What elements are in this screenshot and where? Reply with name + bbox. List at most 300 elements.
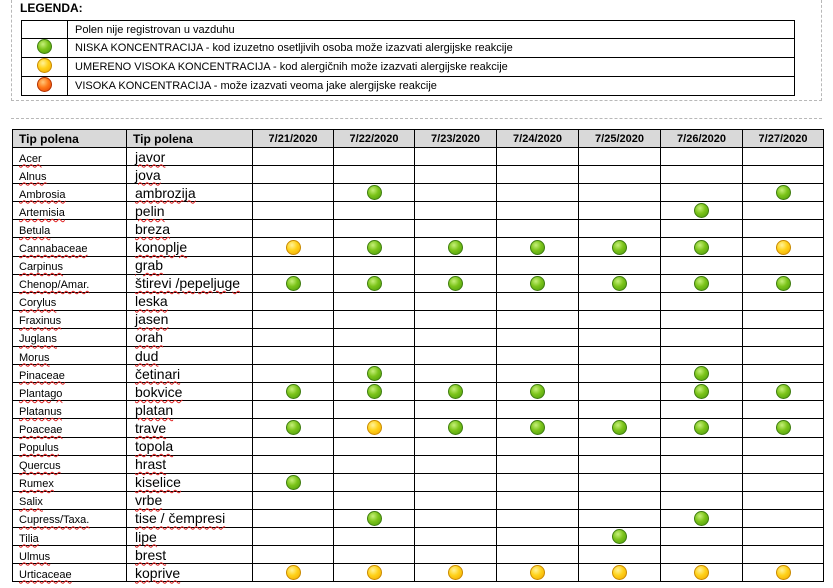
- local-name: hrast: [135, 456, 167, 473]
- concentration-cell: [415, 455, 497, 473]
- local-name: jasen: [135, 311, 169, 328]
- concentration-cell: [253, 328, 334, 346]
- green-dot-icon: [694, 511, 709, 526]
- date-header: 7/23/2020: [415, 130, 497, 148]
- latin-name: Platanus: [19, 405, 62, 418]
- local-name: četinari: [135, 365, 181, 382]
- concentration-cell: [334, 148, 415, 166]
- concentration-cell: [497, 184, 579, 202]
- concentration-cell: [497, 292, 579, 310]
- green-dot-icon: [694, 276, 709, 291]
- green-dot-icon: [286, 384, 301, 399]
- yellow-dot-icon: [612, 565, 627, 580]
- table-row: [13, 401, 824, 419]
- latin-name: Pinaceae: [19, 369, 65, 382]
- green-dot-icon: [694, 366, 709, 381]
- latin-name: Artemisia: [19, 206, 65, 219]
- concentration-cell: [253, 546, 334, 564]
- green-dot-icon: [612, 529, 627, 544]
- concentration-cell: [415, 292, 497, 310]
- concentration-cell: [661, 238, 743, 256]
- date-header: 7/25/2020: [579, 130, 661, 148]
- concentration-cell: [743, 166, 824, 184]
- concentration-cell: [661, 509, 743, 527]
- concentration-cell: [253, 473, 334, 491]
- yellow-dot-icon: [694, 565, 709, 580]
- concentration-cell: [334, 383, 415, 401]
- local-name: vrbe: [135, 492, 163, 509]
- local-name: javor: [135, 148, 166, 165]
- date-header: 7/24/2020: [497, 130, 579, 148]
- local-name: dud: [135, 347, 159, 364]
- concentration-cell: [661, 473, 743, 491]
- yellow-dot-icon: [37, 58, 52, 73]
- concentration-cell: [579, 491, 661, 509]
- concentration-cell: [743, 310, 824, 328]
- yellow-dot-icon: [776, 240, 791, 255]
- latin-name: Acer: [19, 152, 42, 165]
- green-dot-icon: [530, 240, 545, 255]
- concentration-cell: [253, 383, 334, 401]
- concentration-cell: [497, 256, 579, 274]
- table-row: [13, 238, 824, 256]
- concentration-cell: [415, 365, 497, 383]
- green-dot-icon: [530, 384, 545, 399]
- concentration-cell: [579, 166, 661, 184]
- latin-name: Populus: [19, 442, 59, 455]
- concentration-cell: [334, 347, 415, 365]
- table-row: [13, 455, 824, 473]
- latin-name: Carpinus: [19, 261, 64, 274]
- green-dot-icon: [448, 240, 463, 255]
- concentration-cell: [579, 328, 661, 346]
- local-name: breza: [135, 220, 171, 237]
- legend-row-mid: [22, 58, 795, 77]
- concentration-cell: [579, 292, 661, 310]
- local-name: štirevi /pepeljuge: [135, 275, 241, 292]
- legend-table: [21, 20, 795, 96]
- table-row: [13, 473, 824, 491]
- table-row: [13, 437, 824, 455]
- local-name: bokvice: [135, 383, 183, 400]
- concentration-cell: [253, 220, 334, 238]
- concentration-cell: [497, 401, 579, 419]
- local-name: kiselice: [135, 474, 181, 491]
- concentration-cell: [743, 437, 824, 455]
- concentration-cell: [415, 256, 497, 274]
- legend-text: UMERENO VISOKA KONCENTRACIJA - kod alergičnih može izazvati alergijske reakcije: [68, 58, 795, 77]
- concentration-cell: [253, 437, 334, 455]
- concentration-cell: [661, 347, 743, 365]
- legend-row-low: [22, 39, 795, 58]
- table-row: [13, 166, 824, 184]
- concentration-cell: [497, 166, 579, 184]
- date-header: 7/21/2020: [253, 130, 334, 148]
- concentration-cell: [661, 328, 743, 346]
- latin-name: Quercus: [19, 460, 61, 473]
- concentration-cell: [415, 202, 497, 220]
- concentration-cell: [497, 437, 579, 455]
- concentration-cell: [661, 148, 743, 166]
- local-name: leska: [135, 293, 168, 310]
- concentration-cell: [334, 184, 415, 202]
- concentration-cell: [253, 184, 334, 202]
- latin-name: Alnus: [19, 170, 47, 183]
- concentration-cell: [579, 564, 661, 582]
- concentration-cell: [253, 310, 334, 328]
- local-name: jova: [135, 166, 161, 183]
- table-row: [13, 184, 824, 202]
- date-header: 7/26/2020: [661, 130, 743, 148]
- concentration-cell: [415, 383, 497, 401]
- local-name: platan: [135, 401, 174, 418]
- date-header: 7/27/2020: [743, 130, 824, 148]
- concentration-cell: [253, 401, 334, 419]
- table-row: [13, 564, 824, 582]
- concentration-cell: [579, 383, 661, 401]
- concentration-cell: [579, 455, 661, 473]
- green-dot-icon: [286, 420, 301, 435]
- concentration-cell: [743, 347, 824, 365]
- concentration-cell: [334, 509, 415, 527]
- concentration-cell: [743, 455, 824, 473]
- concentration-cell: [415, 491, 497, 509]
- concentration-cell: [415, 310, 497, 328]
- concentration-cell: [334, 310, 415, 328]
- green-dot-icon: [612, 420, 627, 435]
- concentration-cell: [334, 220, 415, 238]
- concentration-cell: [579, 256, 661, 274]
- concentration-cell: [579, 148, 661, 166]
- concentration-cell: [415, 527, 497, 545]
- green-dot-icon: [367, 240, 382, 255]
- green-dot-icon: [448, 276, 463, 291]
- local-name: tise / čempresi: [135, 510, 226, 527]
- concentration-cell: [661, 220, 743, 238]
- concentration-cell: [661, 310, 743, 328]
- legend-row-high: [22, 77, 795, 96]
- green-dot-icon: [694, 240, 709, 255]
- concentration-cell: [253, 347, 334, 365]
- concentration-cell: [661, 491, 743, 509]
- concentration-cell: [743, 491, 824, 509]
- green-dot-icon: [367, 511, 382, 526]
- concentration-cell: [579, 527, 661, 545]
- concentration-cell: [415, 274, 497, 292]
- green-dot-icon: [694, 203, 709, 218]
- date-header: 7/22/2020: [334, 130, 415, 148]
- concentration-cell: [661, 184, 743, 202]
- concentration-cell: [253, 509, 334, 527]
- concentration-cell: [661, 564, 743, 582]
- concentration-cell: [743, 401, 824, 419]
- table-row: [13, 220, 824, 238]
- concentration-cell: [334, 274, 415, 292]
- concentration-cell: [415, 148, 497, 166]
- yellow-dot-icon: [286, 240, 301, 255]
- latin-name: Corylus: [19, 297, 57, 310]
- green-dot-icon: [367, 276, 382, 291]
- local-name: ambrozija: [135, 184, 196, 201]
- latin-name: Urticaceae: [19, 568, 72, 581]
- concentration-cell: [497, 148, 579, 166]
- concentration-cell: [415, 166, 497, 184]
- concentration-cell: [497, 527, 579, 545]
- column-header: Tip polena: [13, 130, 127, 148]
- table-row: [13, 509, 824, 527]
- green-dot-icon: [612, 240, 627, 255]
- concentration-cell: [253, 148, 334, 166]
- concentration-cell: [415, 509, 497, 527]
- concentration-cell: [743, 274, 824, 292]
- green-dot-icon: [530, 276, 545, 291]
- concentration-cell: [743, 220, 824, 238]
- concentration-cell: [497, 220, 579, 238]
- concentration-cell: [253, 166, 334, 184]
- concentration-cell: [497, 328, 579, 346]
- concentration-cell: [415, 220, 497, 238]
- concentration-cell: [579, 473, 661, 491]
- concentration-cell: [334, 419, 415, 437]
- concentration-cell: [415, 347, 497, 365]
- concentration-cell: [743, 148, 824, 166]
- concentration-cell: [253, 455, 334, 473]
- concentration-cell: [661, 546, 743, 564]
- yellow-dot-icon: [448, 565, 463, 580]
- concentration-cell: [743, 365, 824, 383]
- concentration-cell: [743, 256, 824, 274]
- concentration-cell: [579, 401, 661, 419]
- concentration-cell: [579, 310, 661, 328]
- concentration-cell: [415, 473, 497, 491]
- green-dot-icon: [37, 39, 52, 54]
- green-dot-icon: [367, 185, 382, 200]
- concentration-cell: [253, 419, 334, 437]
- latin-name: Ambrosia: [19, 188, 66, 201]
- green-dot-icon: [694, 384, 709, 399]
- table-row: [13, 527, 824, 545]
- green-dot-icon: [612, 276, 627, 291]
- green-dot-icon: [448, 420, 463, 435]
- concentration-cell: [661, 383, 743, 401]
- concentration-cell: [743, 546, 824, 564]
- concentration-cell: [253, 564, 334, 582]
- latin-name: Betula: [19, 224, 51, 237]
- green-dot-icon: [776, 384, 791, 399]
- latin-name: Cupress/Taxa.: [19, 514, 90, 527]
- table-row: [13, 148, 824, 166]
- concentration-cell: [579, 274, 661, 292]
- table-row: [13, 546, 824, 564]
- legend-text: NISKA KONCENTRACIJA - kod izuzetno osetljivih osoba može izazvati alergijske reakcije: [68, 39, 795, 58]
- concentration-cell: [253, 256, 334, 274]
- concentration-cell: [415, 401, 497, 419]
- yellow-dot-icon: [530, 565, 545, 580]
- orange-dot-icon: [37, 77, 52, 92]
- yellow-dot-icon: [367, 420, 382, 435]
- concentration-cell: [415, 238, 497, 256]
- yellow-dot-icon: [367, 565, 382, 580]
- concentration-cell: [497, 546, 579, 564]
- green-dot-icon: [286, 475, 301, 490]
- concentration-cell: [334, 328, 415, 346]
- concentration-cell: [497, 347, 579, 365]
- table-row: [13, 328, 824, 346]
- legend-text: Polen nije registrovan u vazduhu: [68, 21, 795, 39]
- concentration-cell: [743, 509, 824, 527]
- table-row: [13, 491, 824, 509]
- table-row: [13, 202, 824, 220]
- concentration-cell: [415, 437, 497, 455]
- concentration-cell: [334, 365, 415, 383]
- concentration-cell: [415, 184, 497, 202]
- latin-name: Poaceae: [19, 423, 63, 436]
- concentration-cell: [743, 184, 824, 202]
- concentration-cell: [253, 202, 334, 220]
- concentration-cell: [579, 419, 661, 437]
- concentration-cell: [497, 310, 579, 328]
- concentration-cell: [415, 419, 497, 437]
- latin-name: Ulmus: [19, 550, 51, 563]
- concentration-cell: [334, 546, 415, 564]
- table-row: [13, 419, 824, 437]
- concentration-cell: [743, 564, 824, 582]
- local-name: orah: [135, 329, 164, 346]
- concentration-cell: [743, 292, 824, 310]
- table-row: [13, 292, 824, 310]
- concentration-cell: [579, 546, 661, 564]
- local-name: brest: [135, 546, 167, 563]
- concentration-cell: [661, 256, 743, 274]
- green-dot-icon: [776, 276, 791, 291]
- concentration-cell: [661, 455, 743, 473]
- table-row: [13, 310, 824, 328]
- concentration-cell: [579, 509, 661, 527]
- green-dot-icon: [367, 366, 382, 381]
- green-dot-icon: [367, 384, 382, 399]
- concentration-cell: [743, 473, 824, 491]
- latin-name: Cannabaceae: [19, 243, 88, 256]
- concentration-cell: [661, 437, 743, 455]
- concentration-cell: [743, 527, 824, 545]
- latin-name: Rumex: [19, 478, 54, 491]
- latin-name: Juglans: [19, 333, 57, 346]
- green-dot-icon: [776, 185, 791, 200]
- local-name: koprive: [135, 564, 181, 581]
- concentration-cell: [579, 220, 661, 238]
- concentration-cell: [661, 166, 743, 184]
- concentration-cell: [743, 383, 824, 401]
- legend-text: VISOKA KONCENTRACIJA - može izazvati veoma jake alergijske reakcije: [68, 77, 795, 96]
- concentration-cell: [579, 184, 661, 202]
- column-header: Tip polena: [127, 130, 253, 148]
- concentration-cell: [661, 527, 743, 545]
- concentration-cell: [334, 256, 415, 274]
- local-name: grab: [135, 257, 164, 274]
- local-name: lipe: [135, 528, 157, 545]
- latin-name: Tilia: [19, 532, 39, 545]
- concentration-cell: [334, 238, 415, 256]
- concentration-cell: [334, 292, 415, 310]
- green-dot-icon: [448, 384, 463, 399]
- concentration-cell: [497, 491, 579, 509]
- yellow-dot-icon: [286, 565, 301, 580]
- concentration-cell: [334, 455, 415, 473]
- concentration-cell: [661, 274, 743, 292]
- concentration-cell: [497, 419, 579, 437]
- concentration-cell: [497, 238, 579, 256]
- concentration-cell: [497, 509, 579, 527]
- concentration-cell: [334, 202, 415, 220]
- concentration-cell: [743, 238, 824, 256]
- concentration-cell: [497, 383, 579, 401]
- concentration-cell: [334, 166, 415, 184]
- legend-title: LEGENDA:: [20, 1, 83, 15]
- concentration-cell: [334, 527, 415, 545]
- concentration-cell: [661, 365, 743, 383]
- latin-name: Salix: [19, 496, 43, 509]
- concentration-cell: [253, 527, 334, 545]
- table-row: [13, 256, 824, 274]
- local-name: pelin: [135, 202, 165, 219]
- concentration-cell: [334, 437, 415, 455]
- concentration-cell: [253, 292, 334, 310]
- latin-name: Fraxinus: [19, 315, 62, 328]
- concentration-cell: [253, 365, 334, 383]
- concentration-cell: [497, 274, 579, 292]
- green-dot-icon: [286, 276, 301, 291]
- green-dot-icon: [694, 420, 709, 435]
- yellow-dot-icon: [776, 565, 791, 580]
- local-name: topola: [135, 438, 174, 455]
- concentration-cell: [579, 238, 661, 256]
- concentration-cell: [661, 292, 743, 310]
- concentration-cell: [743, 202, 824, 220]
- concentration-cell: [743, 419, 824, 437]
- concentration-cell: [497, 365, 579, 383]
- concentration-cell: [415, 328, 497, 346]
- concentration-cell: [497, 473, 579, 491]
- table-header-row: [13, 130, 824, 148]
- green-dot-icon: [530, 420, 545, 435]
- table-row: [13, 274, 824, 292]
- legend-row-none: [22, 21, 795, 39]
- latin-name: Morus: [19, 351, 50, 364]
- local-name: trave: [135, 419, 167, 436]
- local-name: konoplje: [135, 239, 188, 256]
- pollen-table: [12, 129, 824, 582]
- table-body: [13, 148, 824, 582]
- latin-name: Plantago: [19, 387, 63, 400]
- concentration-cell: [334, 491, 415, 509]
- table-row: [13, 365, 824, 383]
- concentration-cell: [497, 455, 579, 473]
- concentration-cell: [579, 347, 661, 365]
- concentration-cell: [579, 437, 661, 455]
- page-separator: [11, 118, 822, 119]
- latin-name: Chenop/Amar.: [19, 279, 90, 292]
- green-dot-icon: [776, 420, 791, 435]
- concentration-cell: [497, 564, 579, 582]
- concentration-cell: [415, 546, 497, 564]
- concentration-cell: [661, 419, 743, 437]
- concentration-cell: [743, 328, 824, 346]
- concentration-cell: [415, 564, 497, 582]
- concentration-cell: [253, 274, 334, 292]
- table-row: [13, 347, 824, 365]
- concentration-cell: [579, 365, 661, 383]
- table-row: [13, 383, 824, 401]
